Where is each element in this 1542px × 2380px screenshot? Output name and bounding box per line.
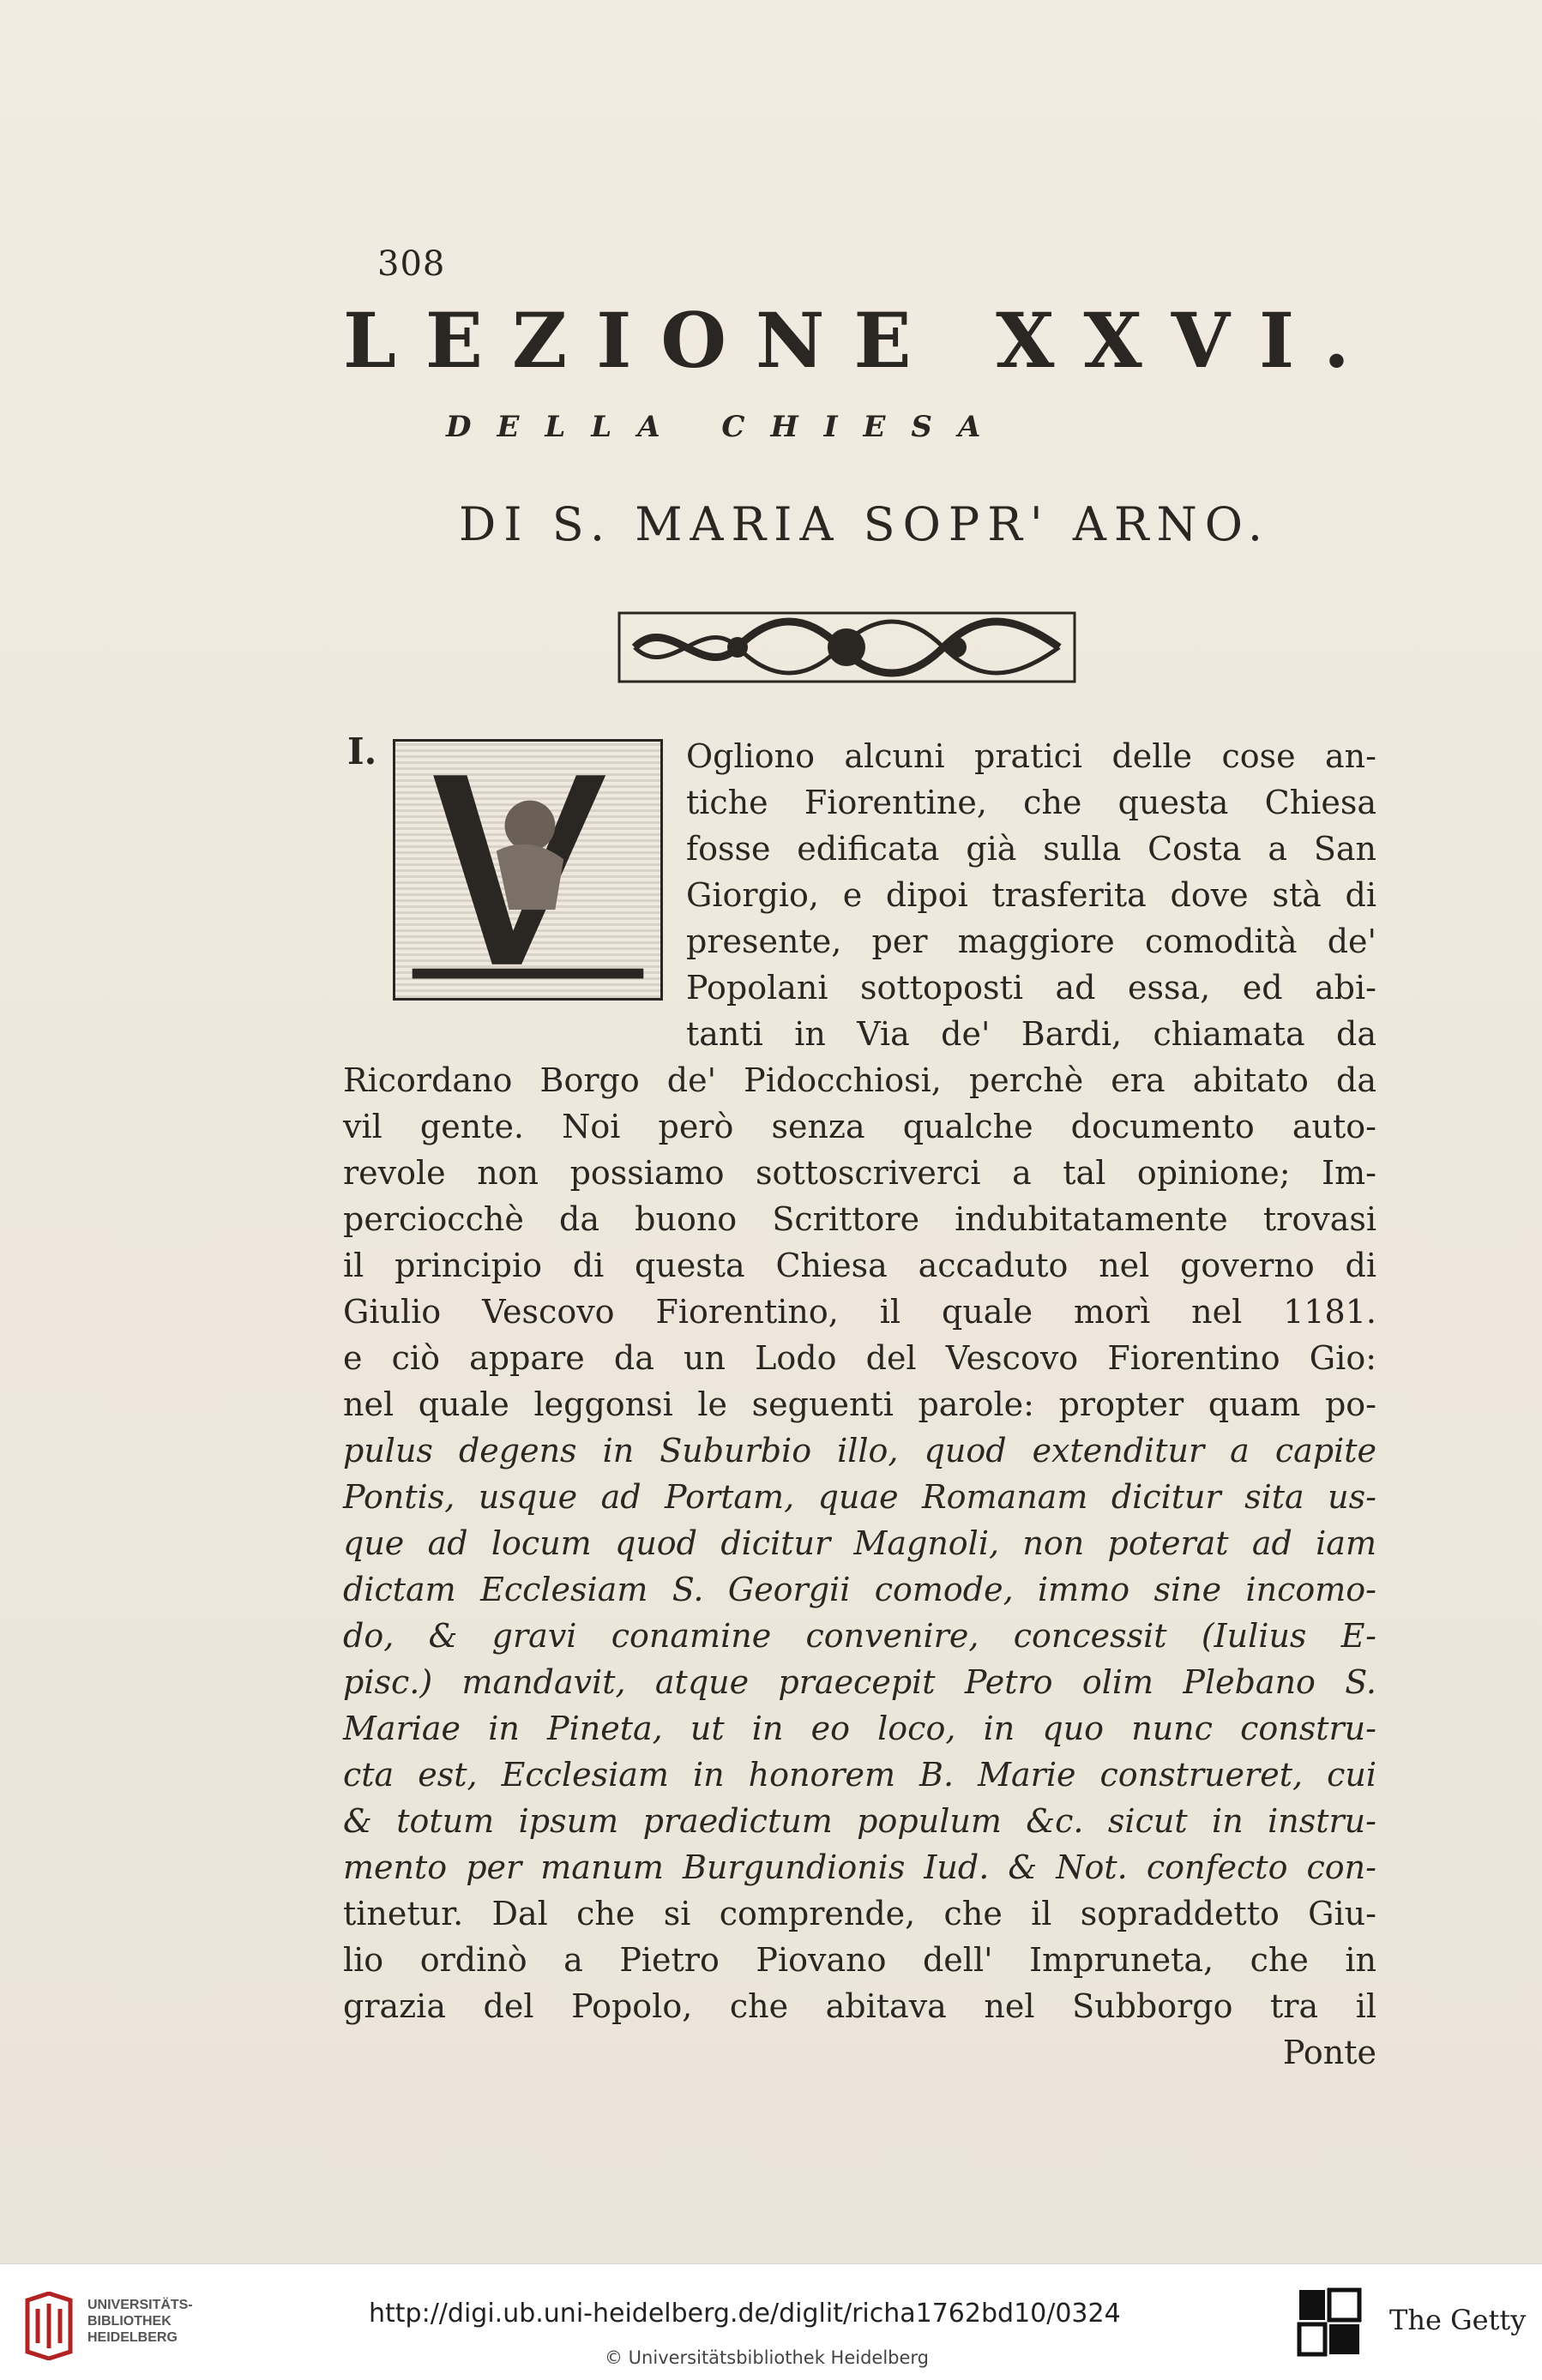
permalink-url[interactable]: http://digi.ub.uni-heidelberg.de/diglit/richa1762bd10/0324: [369, 2299, 1121, 2329]
text-line: & totum ipsum praedictum populum &c. sicut in instru-: [343, 1802, 1376, 1840]
copyright-notice: © Universitätsbibliothek Heidelberg: [605, 2347, 930, 2368]
text-line: Mariae in Pineta, ut in eo loco, in quo nunc constru-: [343, 1710, 1376, 1747]
text-line: tiche Fiorentine, che questa Chiesa: [686, 784, 1376, 821]
text-line: cta est, Ecclesiam in honorem B. Marie construeret, cui: [343, 1756, 1376, 1794]
text-line: Giorgio, e dipoi trasferita dove stà di: [686, 876, 1376, 914]
university-library-logo-icon: [19, 2292, 79, 2360]
text-line: presente, per maggiore comodità de': [686, 923, 1376, 960]
page-number: 308: [377, 244, 446, 284]
text-line: vil gente. Noi però senza qualche documento auto-: [343, 1108, 1376, 1145]
text-line: tanti in Via de' Bardi, chiamata da: [686, 1015, 1376, 1053]
section-number: I.: [347, 730, 377, 772]
chapter-title: LEZIONE XXVI.: [343, 296, 1379, 385]
catchword: Ponte: [1282, 2034, 1376, 2071]
text-line: Giulio Vescovo Fiorentino, il quale morì nel 1181.: [343, 1293, 1376, 1331]
chapter-subtitle-small: DELLA CHIESA: [446, 410, 1007, 444]
text-line: Ricordano Borgo de' Pidocchiosi, perchè era abitato da: [343, 1061, 1376, 1099]
text-line: fosse edificata già sulla Costa a San: [686, 830, 1376, 868]
text-line: do, & gravi conamine convenire, concessit (Iulius E-: [343, 1617, 1376, 1655]
university-library-name: UNIVERSITÄTS- BIBLIOTHEK HEIDELBERG: [87, 2298, 193, 2345]
text-line: revole non possiamo sottoscriverci a tal opinione; Im-: [343, 1154, 1376, 1192]
text-line: grazia del Popolo, che abitava nel Subborgo tra il: [343, 1987, 1376, 2025]
text-line: que ad locum quod dicitur Magnoli, non poterat ad iam: [343, 1524, 1376, 1562]
getty-logo-icon: [1295, 2286, 1364, 2359]
text-line: pulus degens in Suburbio illo, quod extenditur a capite: [343, 1432, 1376, 1469]
text-line: lio ordinò a Pietro Piovano dell' Impruneta, che in: [343, 1941, 1376, 1979]
viewer-footer: [0, 2263, 1542, 2380]
body-text: [343, 733, 1376, 2076]
ornament-icon: [617, 604, 1076, 690]
text-line: e ciò appare da un Lodo del Vescovo Fiorentino Gio:: [343, 1339, 1376, 1377]
getty-name: The Getty: [1389, 2304, 1527, 2336]
text-line: mento per manum Burgundionis Iud. & Not. confecto con-: [343, 1848, 1376, 1886]
text-line: Popolani sottoposti ad essa, ed abi-: [686, 969, 1376, 1007]
text-line: Ogliono alcuni pratici delle cose an-: [686, 737, 1376, 775]
text-line: tinetur. Dal che si comprende, che il sopraddetto Giu-: [343, 1895, 1376, 1932]
text-line: nel quale leggonsi le seguenti parole: propter quam po-: [343, 1385, 1376, 1423]
text-line: il principio di questa Chiesa accaduto nel governo di: [343, 1247, 1376, 1284]
text-line: Pontis, usque ad Portam, quae Romanam dicitur sita us-: [343, 1478, 1376, 1516]
text-line: pisc.) mandavit, atque praecepit Petro olim Plebano S.: [343, 1663, 1376, 1701]
chapter-subtitle: DI S. MARIA SOPR' ARNO.: [459, 497, 1271, 551]
text-line: dictam Ecclesiam S. Georgii comode, immo sine incomo-: [343, 1571, 1376, 1608]
text-line: perciocchè da buono Scrittore indubitatamente trovasi: [343, 1200, 1376, 1238]
